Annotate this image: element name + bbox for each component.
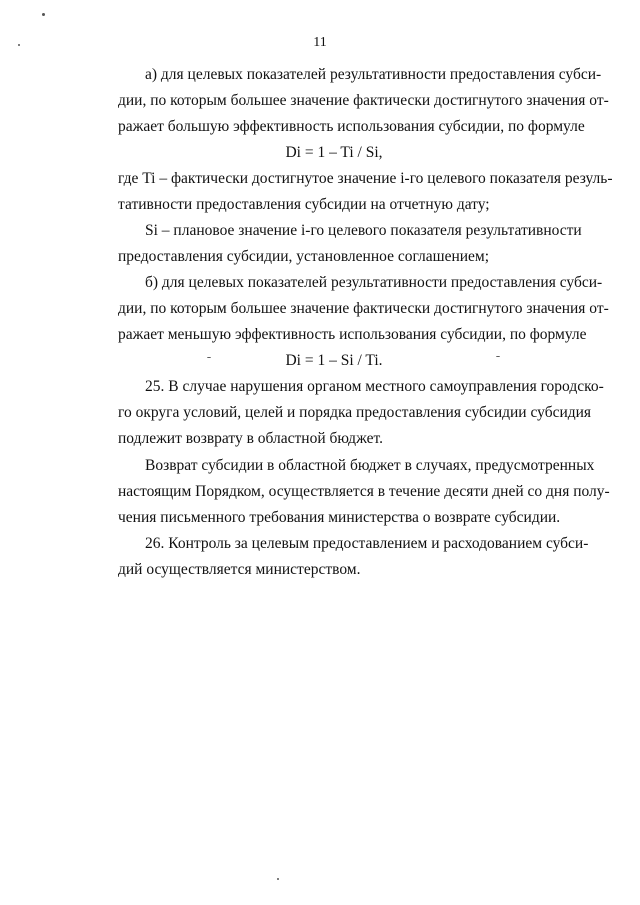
scan-speck	[277, 878, 279, 880]
paragraph-26-line-2: дий осуществляется министерством.	[118, 561, 361, 578]
paragraph-si-line-1: Si – плановое значение i-го целевого показателя результативности	[145, 222, 582, 239]
scan-speck	[496, 356, 500, 357]
paragraph-a-line-2: дии, по которым большее значение фактически достигнутого значения от-	[118, 92, 609, 109]
paragraph-b-line-3: ражает меньшую эффективность использования субсидии, по формуле	[118, 326, 587, 343]
paragraph-where-line-1: где Ti – фактически достигнутое значение i-го целевого показателя резуль-	[118, 170, 613, 187]
paragraph-b-line-2: дии, по которым большее значение фактически достигнутого значения от-	[118, 300, 609, 317]
paragraph-return-line-3: чения письменного требования министерства о возврате субсидии.	[118, 509, 561, 526]
paragraph-a-line-3: ражает большую эффективность использования субсидии, по формуле	[118, 118, 585, 135]
paragraph-where-line-2: тативности предоставления субсидии на отчетную дату;	[118, 196, 490, 213]
formula-1: Di = 1 – Ti / Si,	[285, 144, 383, 161]
paragraph-b-line-1: б) для целевых показателей результативности предоставления субси-	[145, 274, 603, 291]
scan-speck	[18, 44, 20, 46]
paragraph-26-line-1: 26. Контроль за целевым предоставлением и расходованием субси-	[145, 535, 589, 552]
paragraph-si-line-2: предоставления субсидии, установленное соглашением;	[118, 248, 490, 265]
paragraph-25-line-2: го округа условий, целей и порядка предоставления субсидии субсидия	[118, 404, 592, 421]
page-number: 11	[313, 35, 327, 50]
scan-speck	[207, 357, 211, 358]
paragraph-25-line-3: подлежит возврату в областной бюджет.	[118, 430, 383, 447]
paragraph-return-line-1: Возврат субсидии в областной бюджет в случаях, предусмотренных	[145, 457, 595, 474]
formula-2: Di = 1 – Si / Ti.	[285, 352, 383, 369]
paragraph-return-line-2: настоящим Порядком, осуществляется в течение десяти дней со дня полу-	[118, 483, 610, 500]
scan-speck	[42, 13, 45, 16]
paragraph-25-line-1: 25. В случае нарушения органом местного самоуправления городско-	[145, 378, 604, 395]
paragraph-a-line-1: а) для целевых показателей результативности предоставления субси-	[145, 66, 602, 83]
